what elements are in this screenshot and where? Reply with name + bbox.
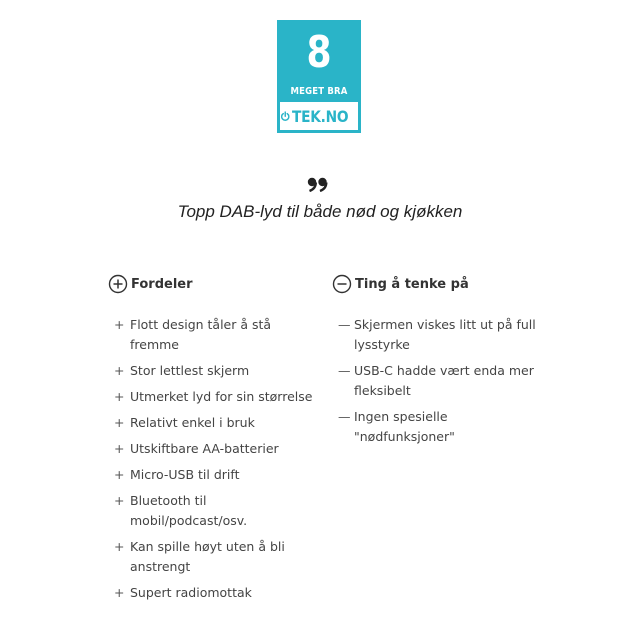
cons-item: — Skjermen viskes litt ut på full lysstyrke (338, 317, 536, 352)
rating-score: 8 (306, 27, 332, 78)
plus-marker: + (114, 467, 125, 482)
cons-heading (332, 274, 469, 294)
plus-marker: + (114, 317, 125, 332)
pros-list (114, 315, 324, 609)
pros-item: + Stor lettlest skjerm (114, 361, 324, 381)
cons-item: — USB-C hadde vært enda mer fleksibelt (338, 363, 534, 398)
pros-item: + Utmerket lyd for sin størrelse (114, 387, 324, 407)
plus-marker: + (114, 415, 125, 430)
cons-list (338, 315, 548, 453)
quote-icon (307, 176, 329, 192)
rating-badge (277, 20, 361, 133)
cons-item: — Ingen spesielle "nødfunksjoner" (338, 409, 455, 444)
plus-marker: + (114, 585, 125, 600)
dash-marker: — (338, 363, 351, 378)
brand-name: TEK.NO (292, 106, 349, 126)
pros-title: Fordeler (131, 276, 193, 292)
plus-marker: + (114, 389, 125, 404)
pros-item: + Micro-USB til drift (114, 465, 324, 485)
minus-circle-icon (332, 274, 352, 294)
rating-label: MEGET BRA (290, 86, 348, 97)
pros-item: + Kan spille høyt uten å bli anstrengt (114, 539, 285, 574)
pros-item: + Utskiftbare AA-batterier (114, 439, 324, 459)
review-headline: Topp DAB-lyd til både nød og kjøkken (177, 202, 463, 221)
brand-logo (280, 102, 358, 130)
pros-heading (108, 274, 193, 294)
pros-item: + Supert radiomottak (114, 583, 324, 603)
pros-item: + Relativt enkel i bruk (114, 413, 324, 433)
pros-item: + Flott design tåler å stå fremme (114, 317, 272, 352)
plus-marker: + (114, 493, 125, 508)
pros-item: + Bluetooth til mobil/podcast/osv. (114, 493, 248, 528)
plus-marker: + (114, 441, 125, 456)
plus-marker: + (114, 363, 125, 378)
plus-circle-icon (108, 274, 128, 294)
cons-title: Ting å tenke på (355, 276, 469, 292)
dash-marker: — (338, 317, 351, 332)
power-icon (280, 109, 290, 124)
dash-marker: — (338, 409, 351, 424)
plus-marker: + (114, 539, 125, 554)
